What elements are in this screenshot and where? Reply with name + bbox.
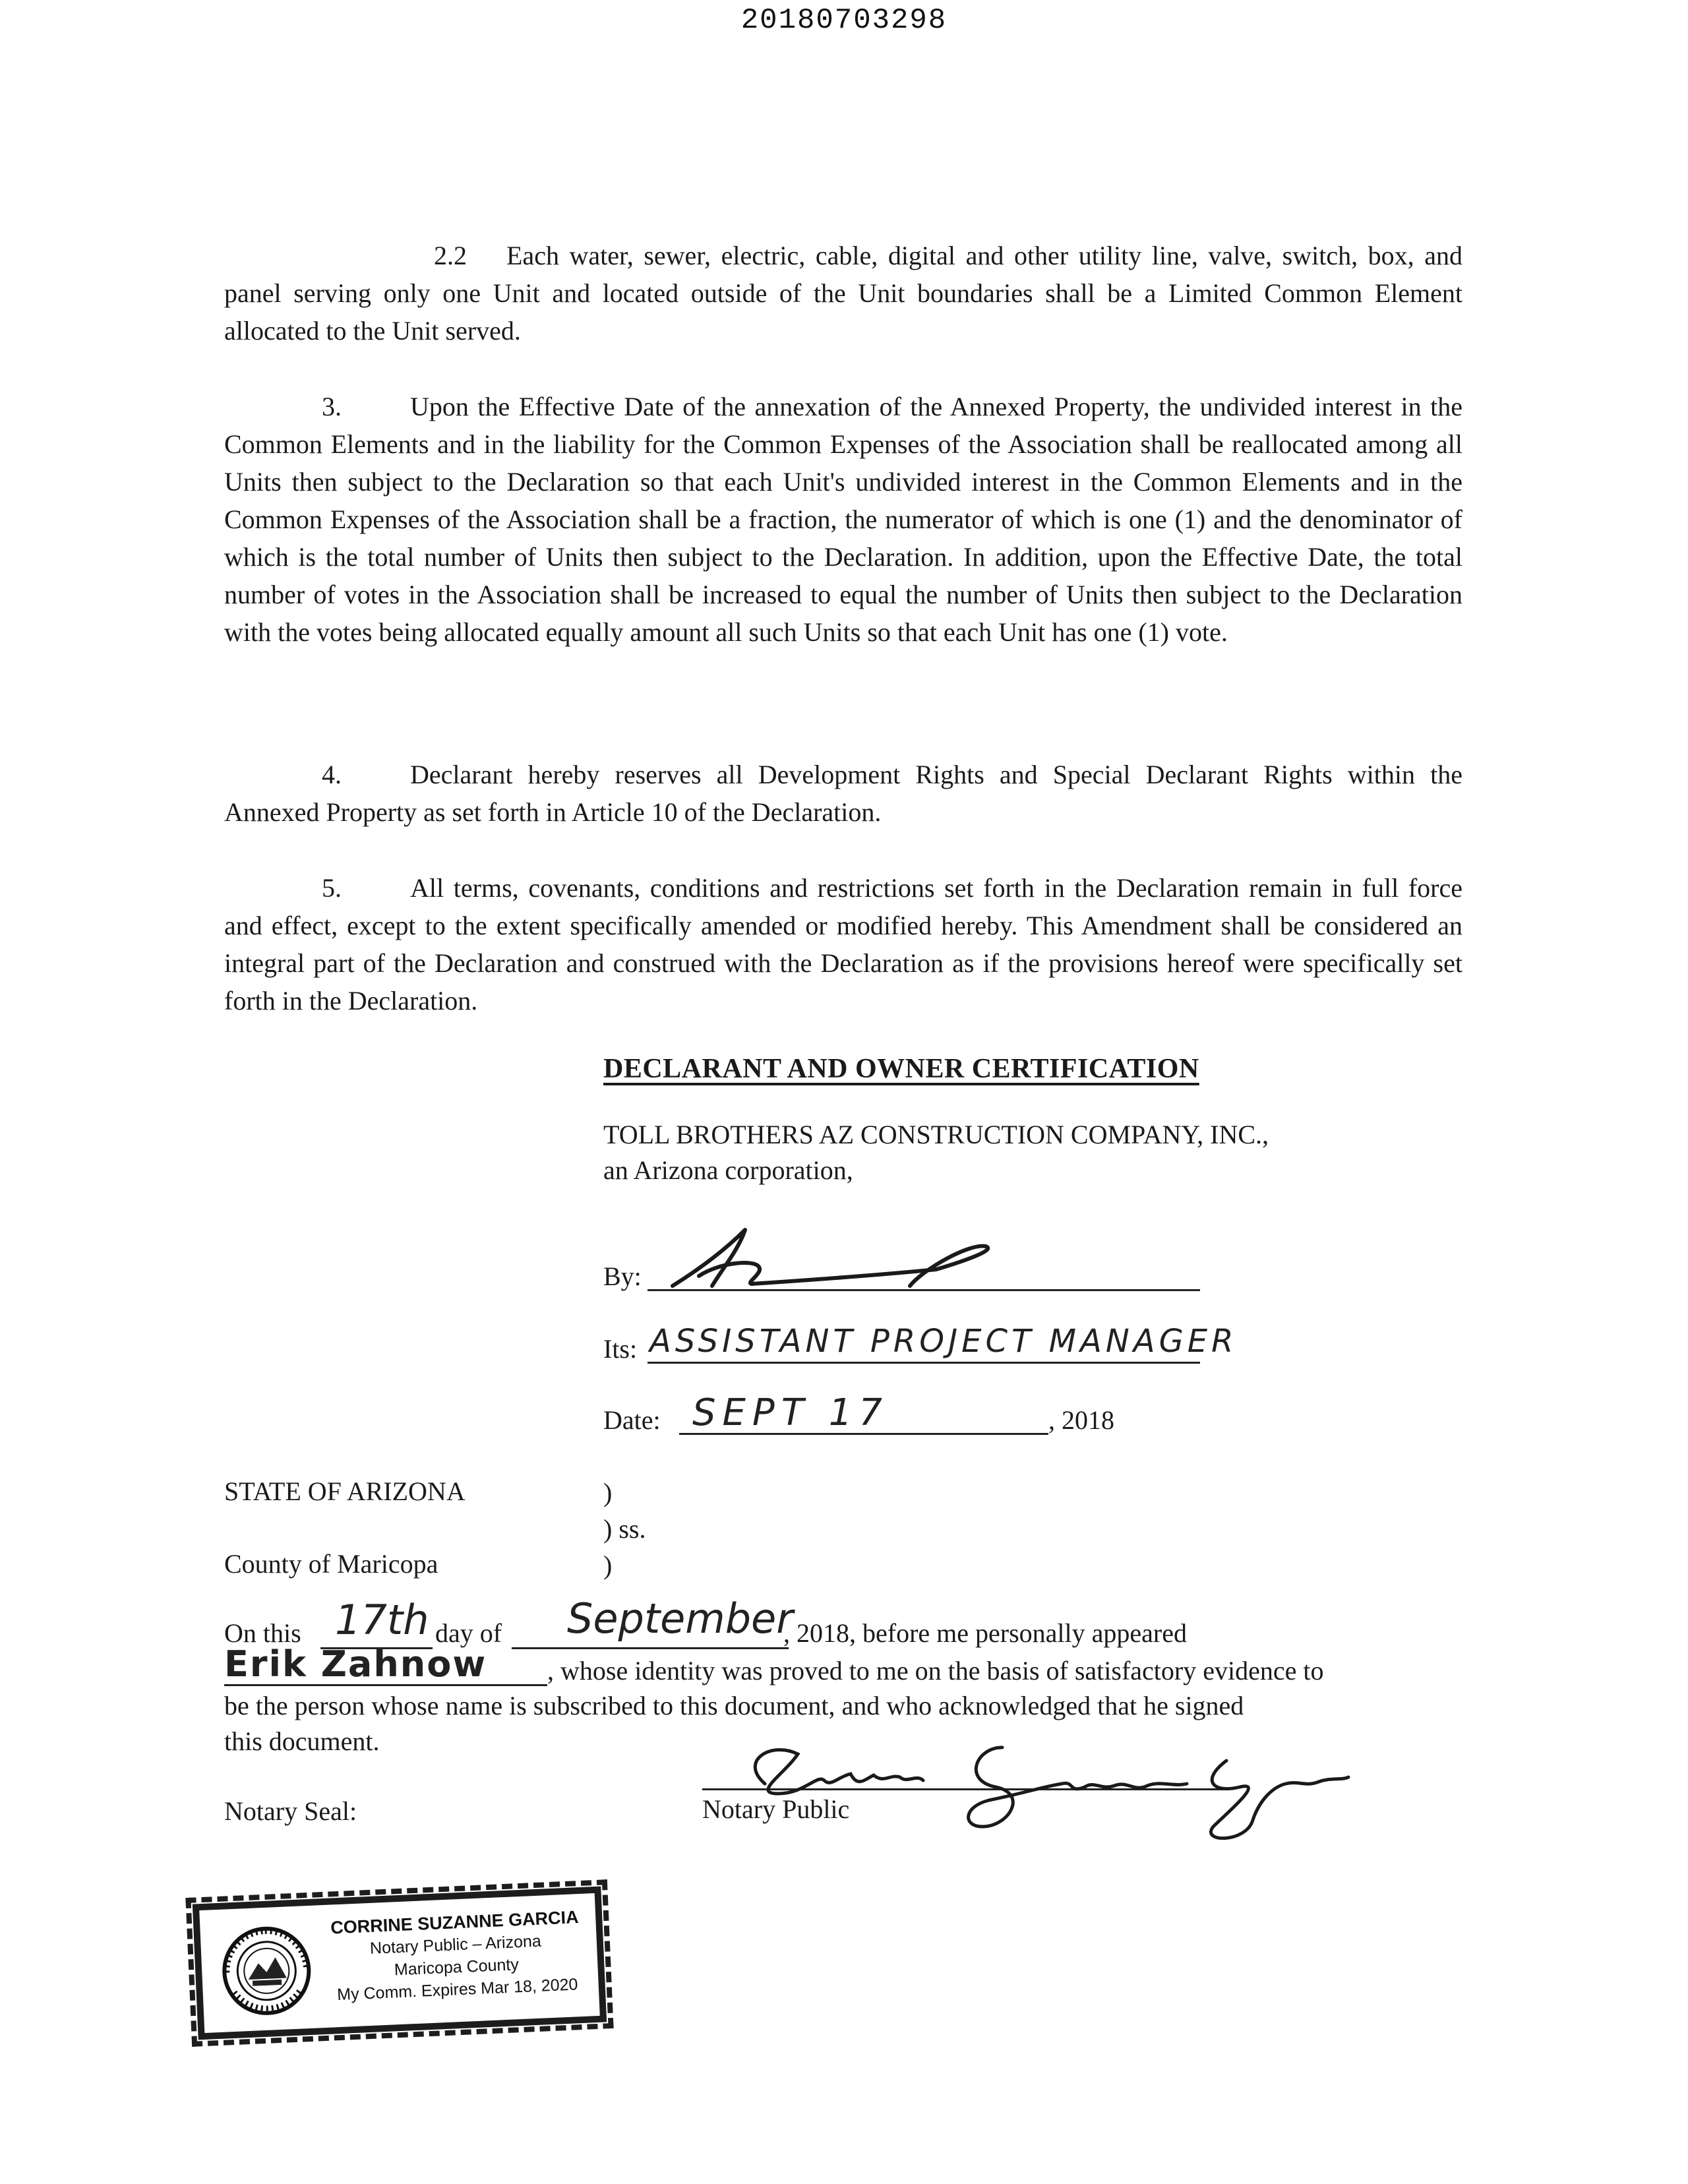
its-label: Its: — [603, 1334, 638, 1364]
paragraph-5 — [224, 869, 1462, 1019]
stamp-notary-title: Notary Public – Arizona — [369, 1931, 542, 1958]
ack-line-4: this document. — [224, 1726, 380, 1756]
identity-text: , whose identity was proved to me on the basis of satisfactory evidence to — [547, 1656, 1324, 1685]
paragraph-4 — [224, 756, 1462, 831]
its-line — [648, 1362, 1200, 1364]
paragraph-text: Declarant hereby reserves all Development Rights and Special Declarant Rights within the Annexed Property as set forth in Article 10 of the Declaration. — [224, 760, 1462, 827]
paragraph-text: Each water, sewer, electric, cable, digital and other utility line, valve, switch, box, and panel serving only one Unit and located outside of the Unit boundaries shall be a Limited Common Element allocated to the Unit served. — [224, 241, 1462, 346]
paragraph-3 — [224, 388, 1462, 651]
stamp-text — [322, 1906, 590, 2007]
paragraph-text: Upon the Effective Date of the annexation of the Annexed Property, the undivided interest in the Common Elements and in the liability for the Common Expenses of the Association shall be reallocated among all Units then subject to the Declaration so that each Unit's undivided interest in the Common Elements and in the Common Expenses of the Association shall be a fraction, the numerator of which is one (1) and the denominator of which is the total number of Units then subject to the Declaration. In addition, upon the Effective Date, the total number of votes in the Association shall be increased to equal the number of Units then subject to the Declaration with the votes being allocated equally amount all such Units so that each Unit has one (1) vote. — [224, 392, 1462, 647]
person-handwritten: Erik Zahnow — [224, 1643, 487, 1685]
notary-signature — [725, 1721, 1358, 1846]
date-year: , 2018 — [1048, 1405, 1114, 1435]
declarant-signature — [659, 1223, 1015, 1296]
paren-3: ) — [603, 1550, 613, 1580]
by-label: By: — [603, 1261, 642, 1291]
state-seal-emblem — [218, 1923, 315, 2019]
notary-public-label: Notary Public — [702, 1794, 850, 1824]
paren-ss: ) ss. — [603, 1514, 646, 1544]
month-handwritten: September — [567, 1594, 793, 1643]
paragraph-text: All terms, covenants, conditions and restrictions set forth in the Declaration remain in full force and effect, except to the extent specifically amended or modified hereby. This Amendment shall be considered an integral part of the Declaration and construed with the Declaration as if the provisions hereof were specifically set forth in the Declaration. — [224, 873, 1462, 1016]
paragraph-number: 3. — [322, 392, 342, 421]
paragraph-number: 4. — [322, 760, 342, 789]
notary-seal-label: Notary Seal: — [224, 1796, 357, 1826]
date-handwritten: SEPT 17 — [692, 1391, 889, 1434]
year-rest: , 2018, before me personally appeared — [783, 1618, 1187, 1648]
month-line — [512, 1647, 789, 1649]
certification-title: DECLARANT AND OWNER CERTIFICATION — [603, 1054, 1199, 1084]
day-handwritten: 17th — [335, 1596, 429, 1644]
its-handwritten: ASSISTANT PROJECT MANAGER — [649, 1323, 1238, 1360]
on-this-label: On this — [224, 1618, 301, 1648]
paragraph-number: 2.2 — [434, 241, 467, 270]
paragraph-2-2 — [224, 237, 1462, 349]
company-type: an Arizona corporation, — [603, 1155, 853, 1185]
document-number: 20180703298 — [740, 4, 948, 37]
notary-stamp — [193, 1887, 607, 2040]
stamp-expiration: My Comm. Expires Mar 18, 2020 — [336, 1975, 578, 2005]
company-name: TOLL BROTHERS AZ CONSTRUCTION COMPANY, INC., — [603, 1120, 1269, 1149]
stamp-notary-name: CORRINE SUZANNE GARCIA — [330, 1907, 580, 1938]
paragraph-number: 5. — [322, 873, 342, 903]
ack-line-3: be the person whose name is subscribed to this document, and who acknowledged that he signed — [224, 1691, 1244, 1720]
county-label: County of Maricopa — [224, 1549, 438, 1579]
stamp-county: Maricopa County — [394, 1955, 520, 1980]
day-of-label: day of — [435, 1618, 502, 1648]
state-label: STATE OF ARIZONA — [224, 1476, 466, 1506]
date-label: Date: — [603, 1405, 661, 1435]
paren-1: ) — [603, 1478, 613, 1507]
